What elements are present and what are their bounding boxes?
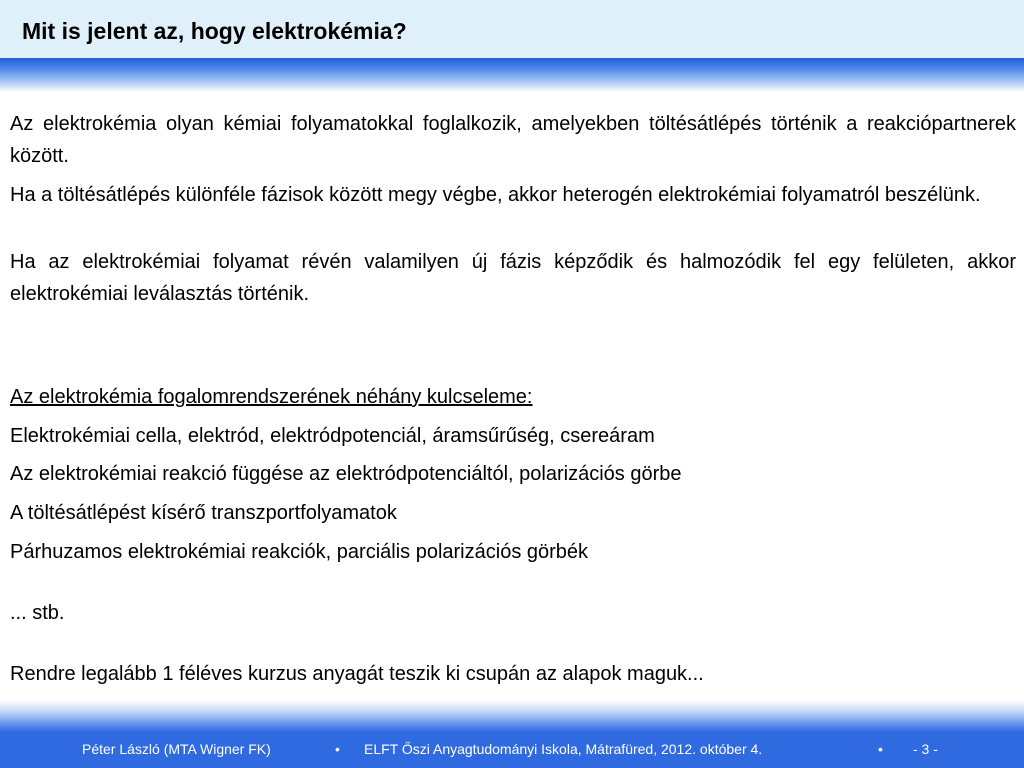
etc-text: ... stb. [10, 602, 65, 624]
paragraph-3: Ha az elektrokémiai folyamat révén valamilyen új fázis képződik és halmozódik fel egy felületen, akkor elektrokémiai leválasztás történik. [10, 251, 1016, 305]
key-element-item: Elektrokémiai cella, elektród, elektródpotenciál, áramsűrűség, csereáram [10, 425, 655, 447]
key-element-item: A töltésátlépést kísérő transzportfolyamatok [10, 502, 397, 524]
slide-title: Mit is jelent az, hogy elektrokémia? [22, 18, 407, 44]
key-elements-heading: Az elektrokémia fogalomrendszerének néhány kulcseleme: [10, 386, 533, 408]
footer [0, 732, 1024, 768]
paragraph-2: Ha a töltésátlépés különféle fázisok között megy végbe, akkor heterogén elektrokémiai folyamatról beszélünk. [10, 184, 981, 206]
top-gradient-band [0, 58, 1024, 92]
key-element-item: Párhuzamos elektrokémiai reakciók, parciális polarizációs görbék [10, 541, 589, 563]
footer-page-number: - 3 - [913, 741, 938, 757]
closing-text: Rendre legalább 1 féléves kurzus anyagát teszik ki csupán az alapok maguk... [10, 663, 704, 685]
key-element-item: Az elektrokémiai reakció függése az elektródpotenciáltól, polarizációs görbe [10, 463, 682, 485]
bottom-gradient-band [0, 700, 1024, 732]
footer-bullet: • [335, 741, 340, 757]
footer-author: Péter László (MTA Wigner FK) [82, 741, 271, 757]
title-bar [0, 0, 1024, 58]
footer-event: ELFT Őszi Anyagtudományi Iskola, Mátrafüred, 2012. október 4. [364, 741, 763, 757]
footer-bullet: • [878, 741, 883, 757]
paragraph-1: Az elektrokémia olyan kémiai folyamatokkal foglalkozik, amelyekben töltésátlépés történik a reakciópartnerek között. [10, 113, 1016, 167]
